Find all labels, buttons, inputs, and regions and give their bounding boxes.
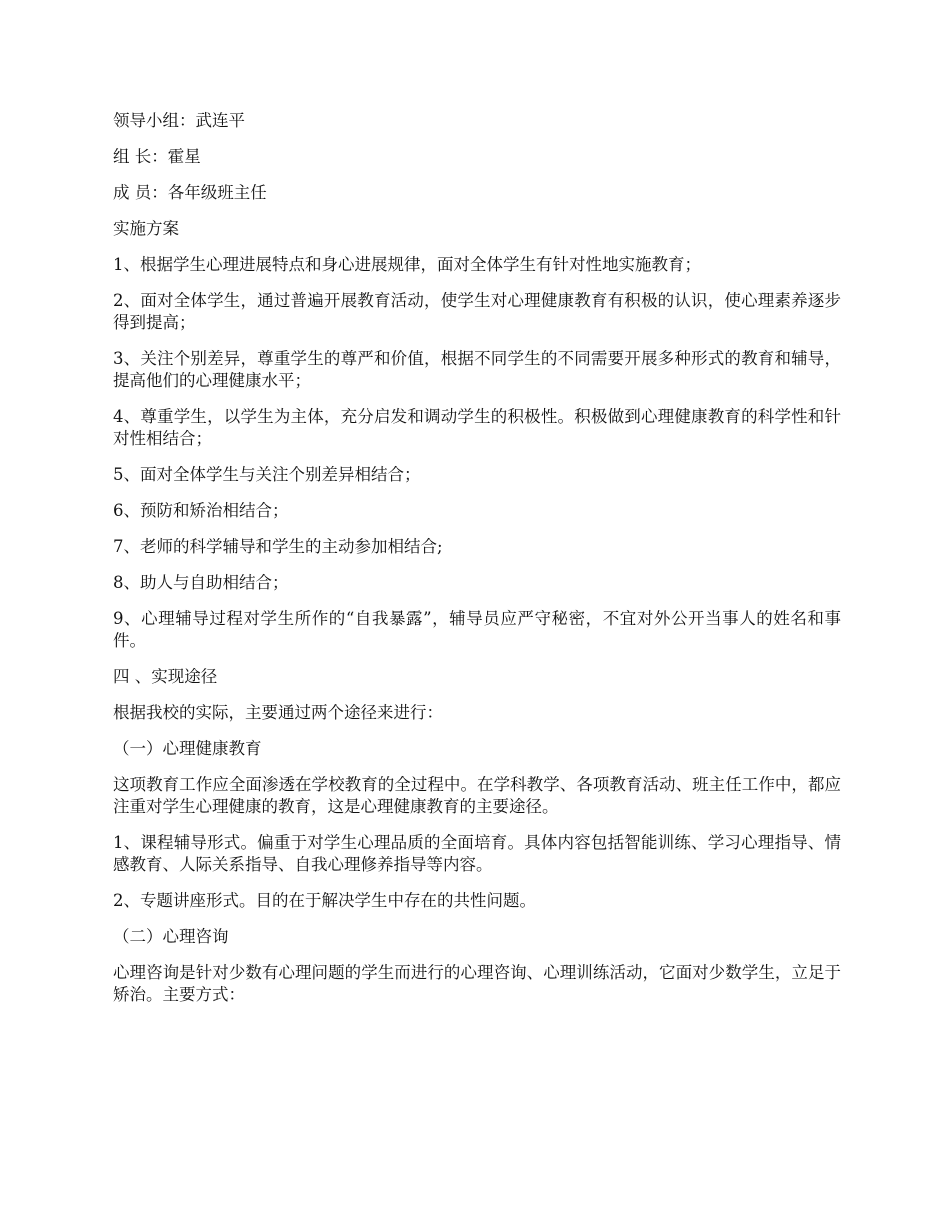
- subsection-heading-mental-health-education: （一）心理健康教育: [113, 739, 262, 758]
- plan-item-9: 9、心理辅导过程对学生所作的“自我暴露”，辅导员应严守秘密，不宜对外公开当事人的姓名和事件。: [113, 609, 841, 650]
- plan-item-5: 5、面对全体学生与关注个别差异相结合；: [113, 465, 421, 484]
- plan-item-3: 3、关注个别差异，尊重学生的尊严和价值，根据不同学生的不同需要开展多种形式的教育和辅导，提高他们的心理健康水平；: [113, 349, 841, 390]
- members-line: 成 员：各年级班主任: [113, 183, 267, 202]
- plan-item-7: 7、老师的科学辅导和学生的主动参加相结合;: [113, 537, 443, 556]
- education-description: 这项教育工作应全面渗透在学校教育的全过程中。在学科教学、各项教育活动、班主任工作中，都应注重对学生心理健康的教育，这是心理健康教育的主要途径。: [113, 775, 841, 816]
- leadership-group-line: 领导小组：武连平: [113, 111, 245, 130]
- approach-intro: 根据我校的实际，主要通过两个途径来进行：: [113, 703, 443, 722]
- plan-item-2: 2、面对全体学生，通过普遍开展教育活动，使学生对心理健康教育有积极的认识，使心理素养逐步得到提高；: [113, 291, 841, 332]
- plan-item-4: 4、尊重学生，以学生为主体，充分启发和调动学生的积极性。积极做到心理健康教育的科学性和针对性相结合；: [113, 407, 841, 448]
- education-item-1: 1、课程辅导形式。偏重于对学生心理品质的全面培育。具体内容包括智能训练、学习心理指导、情感教育、人际关系指导、自我心理修养指导等内容。: [113, 833, 841, 874]
- group-leader-line: 组 长：霍星: [113, 147, 201, 166]
- section-heading-plan: 实施方案: [113, 219, 179, 238]
- counseling-description: 心理咨询是针对少数有心理问题的学生而进行的心理咨询、心理训练活动，它面对少数学生，立足于矫治。主要方式：: [113, 963, 841, 1004]
- subsection-heading-counseling: （二）心理咨询: [113, 927, 229, 946]
- section-heading-approach: 四 、实现途径: [113, 667, 218, 686]
- plan-item-6: 6、预防和矫治相结合；: [113, 501, 289, 520]
- document-body: [113, 110, 841, 1020]
- plan-item-1: 1、根据学生心理进展特点和身心进展规律，面对全体学生有针对性地实施教育；: [113, 255, 701, 274]
- plan-item-8: 8、助人与自助相结合；: [113, 573, 289, 592]
- education-item-2: 2、专题讲座形式。目的在于解决学生中存在的共性问题。: [113, 891, 536, 910]
